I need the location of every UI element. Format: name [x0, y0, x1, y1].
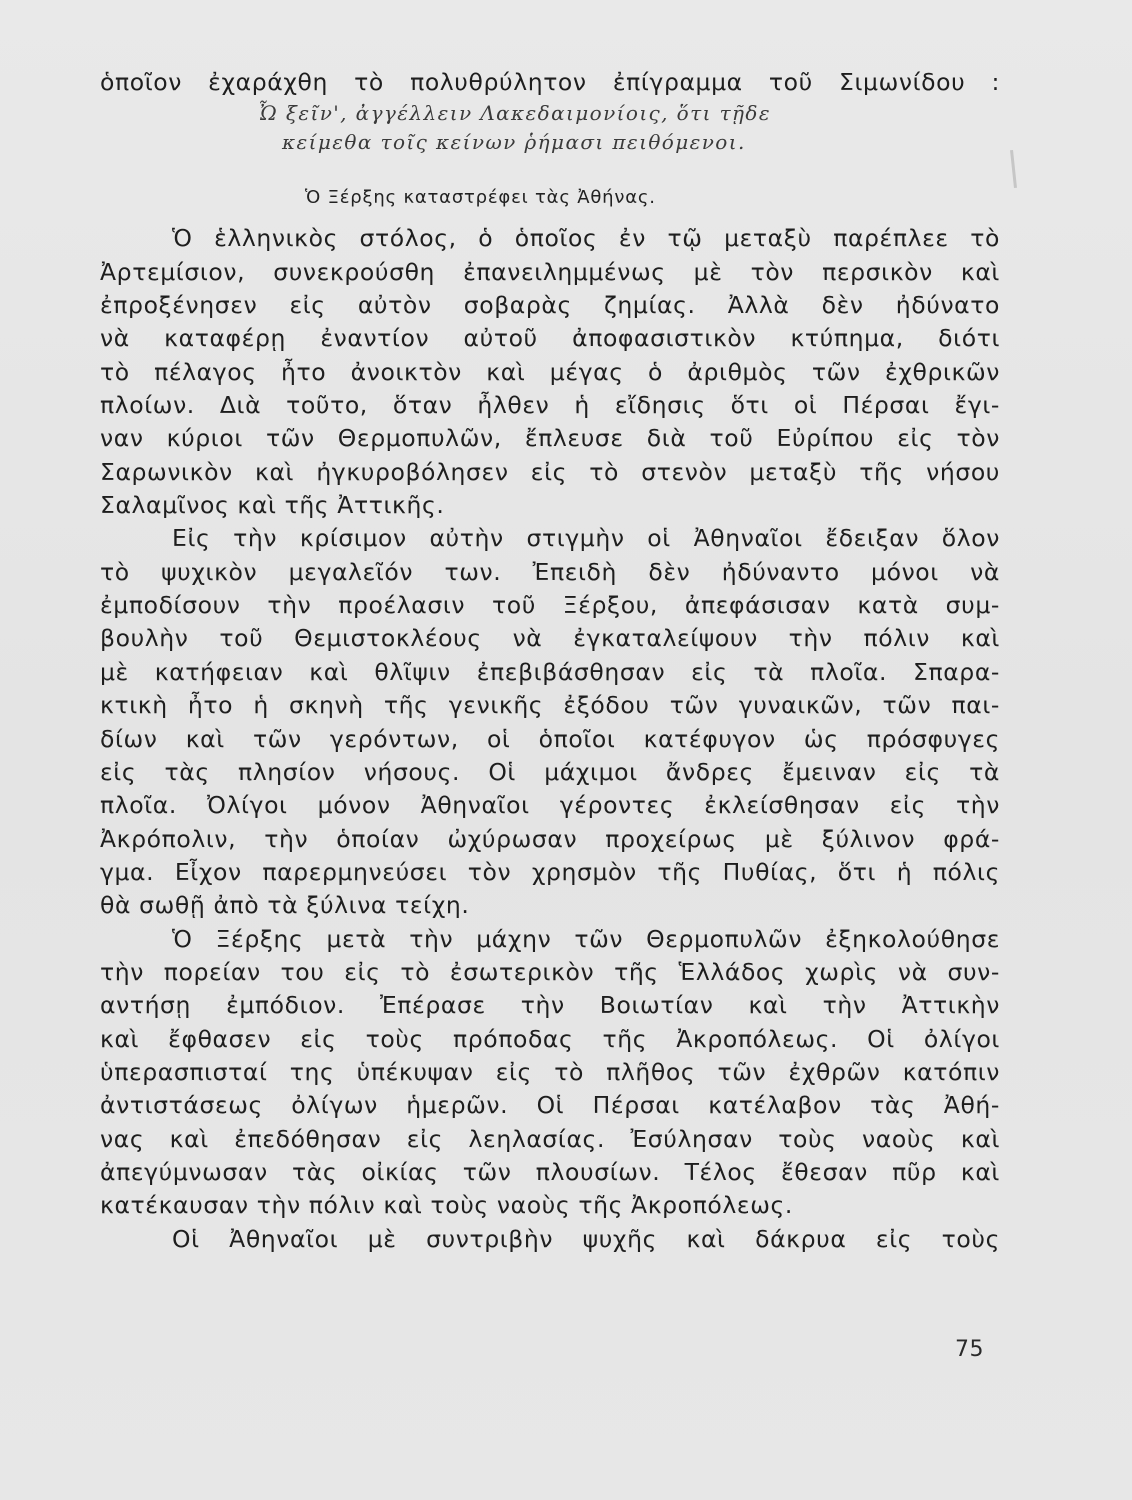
- text-line: Ὁ Ξέρξης μετὰ τὴν μάχην τῶν Θερμοπυλῶν ἐξηκολούθησε: [172, 924, 1000, 953]
- text-line: βουλὴν τοῦ Θεμιστοκλέους νὰ ἐγκαταλείψουν τὴν πόλιν καὶ: [100, 624, 1000, 653]
- epigram-verse-2: κείμεθα τοῖς κείνων ῥήμασι πειθόμενοι.: [282, 130, 746, 155]
- text-line: τὸ ψυχικὸν μεγαλεῖόν των. Ἐπειδὴ δὲν ἠδύναντο μόνοι νὰ: [100, 557, 1000, 586]
- text-line: πλοίων. Διὰ τοῦτο, ὅταν ἦλθεν ἡ εἴδησις ὅτι οἱ Πέρσαι ἔγι-: [100, 391, 1000, 420]
- text-line: νὰ καταφέρῃ ἐναντίον αὐτοῦ ἀποφασιστικὸν κτύπημα, διότι: [100, 324, 1000, 353]
- text-line: πλοῖα. Ὀλίγοι μόνον Ἀθηναῖοι γέροντες ἐκλείσθησαν εἰς τὴν: [100, 791, 1000, 820]
- text-line: τὴν πορείαν του εἰς τὸ ἐσωτερικὸν τῆς Ἑλλάδος χωρὶς νὰ συν-: [100, 957, 1000, 986]
- text-line: ὑπερασπισταί της ὑπέκυψαν εἰς τὸ πλῆθος τῶν ἐχθρῶν κατόπιν: [100, 1057, 1000, 1086]
- text-line: ἀπεγύμνωσαν τὰς οἰκίας τῶν πλουσίων. Τέλος ἔθεσαν πῦρ καὶ: [100, 1157, 1000, 1186]
- text-line: ἀντιστάσεως ὀλίγων ἡμερῶν. Οἱ Πέρσαι κατέλαβον τὰς Ἀθή-: [100, 1091, 1000, 1120]
- text-line: μὲ κατήφειαν καὶ θλῖψιν ἐπεβιβάσθησαν εἰς τὰ πλοῖα. Σπαρα-: [100, 657, 1000, 686]
- epigram-intro-line: ὁποῖον ἐχαράχθη τὸ πολυθρύλητον ἐπίγραμμα τοῦ Σιμωνίδου :: [100, 68, 1000, 96]
- text-line: κατέκαυσαν τὴν πόλιν καὶ τοὺς ναοὺς τῆς Ἀκροπόλεως.: [100, 1191, 793, 1220]
- text-line: ναν κύριοι τῶν Θερμοπυλῶν, ἔπλευσε διὰ τοῦ Εὐρίπου εἰς τὸν: [100, 424, 1000, 453]
- text-line: Ὁ ἑλληνικὸς στόλος, ὁ ὁποῖος ἐν τῷ μεταξὺ παρέπλεε τὸ: [172, 224, 1000, 253]
- text-line: Εἰς τὴν κρίσιμον αὐτὴν στιγμὴν οἱ Ἀθηναῖοι ἔδειξαν ὅλον: [172, 524, 1000, 553]
- text-line: θὰ σωθῇ ἀπὸ τὰ ξύλινα τείχη.: [100, 891, 470, 920]
- paragraph-1: [100, 222, 1000, 522]
- epigram-verse-1: Ὦ ξεῖν', ἀγγέλλειν Λακεδαιμονίοις, ὅτι τῇδε: [258, 101, 772, 126]
- paragraph-3: [100, 923, 1000, 1223]
- pencil-margin-mark: [1010, 150, 1017, 188]
- text-line: Ἀρτεμίσιον, συνεκρούσθη ἐπανειλημμένως μὲ τὸν περσικὸν καὶ: [100, 257, 1000, 286]
- page-number: 75: [955, 1337, 984, 1362]
- text-line: γμα. Εἶχον παρερμηνεύσει τὸν χρησμὸν τῆς Πυθίας, ὅτι ἡ πόλις: [100, 857, 1000, 886]
- text-line: δίων καὶ τῶν γερόντων, οἱ ὁποῖοι κατέφυγον ὡς πρόσφυγες: [100, 724, 1000, 753]
- text-line: Οἱ Ἀθηναῖοι μὲ συντριβὴν ψυχῆς καὶ δάκρυα εἰς τοὺς: [172, 1224, 1000, 1253]
- text-line: νας καὶ ἐπεδόθησαν εἰς λεηλασίας. Ἐσύλησαν τοὺς ναοὺς καὶ: [100, 1124, 1000, 1153]
- section-heading: Ὁ Ξέρξης καταστρέφει τὰς Ἀθήνας.: [305, 187, 656, 209]
- paragraph-4: [100, 1223, 1000, 1256]
- text-line: Σαλαμῖνος καὶ τῆς Ἀττικῆς.: [100, 491, 445, 520]
- text-line: Ἀκρόπολιν, τὴν ὁποίαν ὠχύρωσαν προχείρως μὲ ξύλινον φρά-: [100, 824, 1000, 853]
- paragraph-2: [100, 522, 1000, 922]
- text-line: τὸ πέλαγος ἦτο ἀνοικτὸν καὶ μέγας ὁ ἀριθμὸς τῶν ἐχθρικῶν: [100, 357, 1000, 386]
- text-line: αντήσῃ ἐμπόδιον. Ἐπέρασε τὴν Βοιωτίαν καὶ τὴν Ἀττικὴν: [100, 991, 1000, 1020]
- page-text: [100, 66, 1000, 1256]
- text-line: ἐπροξένησεν εἰς αὐτὸν σοβαρὰς ζημίας. Ἀλλὰ δὲν ἠδύνατο: [100, 291, 1000, 320]
- text-line: καὶ ἔφθασεν εἰς τοὺς πρόποδας τῆς Ἀκροπόλεως. Οἱ ὀλίγοι: [100, 1024, 1000, 1053]
- text-line: ἐμποδίσουν τὴν προέλασιν τοῦ Ξέρξου, ἀπεφάσισαν κατὰ συμ-: [100, 591, 1000, 620]
- text-line: κτικὴ ἦτο ἡ σκηνὴ τῆς γενικῆς ἐξόδου τῶν γυναικῶν, τῶν παι-: [100, 691, 1000, 720]
- text-line: Σαρωνικὸν καὶ ἠγκυροβόλησεν εἰς τὸ στενὸν μεταξὺ τῆς νήσου: [100, 457, 1000, 486]
- text-line: εἰς τὰς πλησίον νήσους. Οἱ μάχιμοι ἄνδρες ἔμειναν εἰς τὰ: [100, 757, 1000, 786]
